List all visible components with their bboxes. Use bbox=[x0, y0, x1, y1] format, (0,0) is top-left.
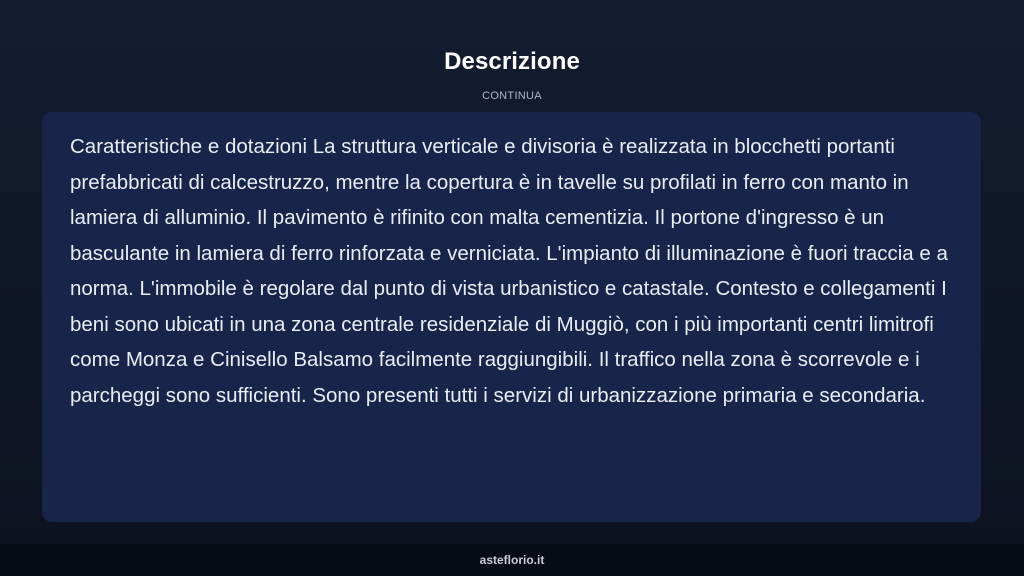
description-card bbox=[42, 112, 981, 522]
footer-bar bbox=[0, 544, 1024, 576]
page-title: Descrizione bbox=[444, 48, 580, 75]
continue-label: CONTINUA bbox=[482, 90, 542, 102]
description-text: Caratteristiche e dotazioni La struttura verticale e divisoria è realizzata in blocchetti portanti prefabbricati di calcestruzzo, mentre la copertura è in tavelle su profilati in ferro con manto in lamiera di alluminio. Il pavimento è rifinito con malta cementizia. Il portone d'ingresso è un basculante in lamiera di ferro rinforzata e verniciata. L'impianto di illuminazione è fuori traccia e a norma. L'immobile è regolare dal punto di vista urbanistico e catastale. Contesto e collegamenti I beni sono ubicati in una zona centrale residenziale di Muggiò, con i più importanti centri limitrofi come Monza e Cinisello Balsamo facilmente raggiungibili. Il traffico nella zona è scorrevole e i parcheggi sono sufficienti. Sono presenti tutti i servizi di urbanizzazione primaria e secondaria. bbox=[70, 135, 948, 407]
footer-site-label: asteflorio.it bbox=[479, 553, 545, 567]
